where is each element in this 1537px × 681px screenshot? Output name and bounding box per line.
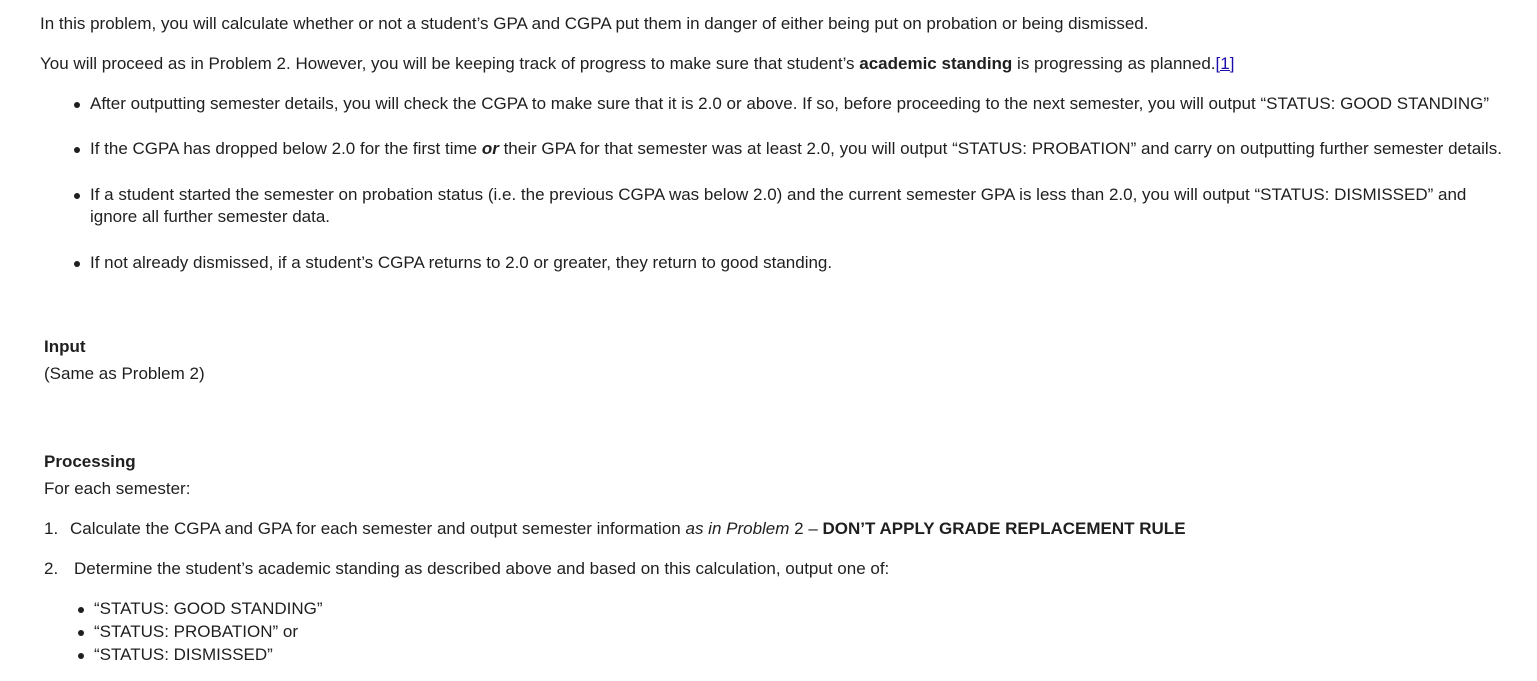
rule-text-part: their GPA for that semester was at least 2.0, you will output “STATUS: PROBATION” and carry on outputting further semester details. [498, 139, 1502, 158]
rule-text [90, 138, 1510, 160]
rule-text-part: If the CGPA has dropped below 2.0 for the first time [90, 139, 482, 158]
bullet-icon [74, 102, 80, 108]
input-description: (Same as Problem 2) [44, 364, 205, 383]
bullet-icon [74, 147, 80, 153]
bullet-icon [78, 630, 84, 636]
status-text: “STATUS: PROBATION” or [94, 622, 299, 641]
intro-text: You will proceed as in Problem 2. However, you will be keeping track of progress to make sure that student’s [40, 54, 860, 73]
intro-paragraph-1: In this problem, you will calculate whether or not a student’s GPA and CGPA put them in danger of either being put on probation or being dismissed. [40, 14, 1149, 33]
step-text-part: 2 – [789, 519, 823, 538]
bullet-icon [74, 261, 80, 267]
step-number: 2. [44, 559, 59, 578]
step-text: Determine the student’s academic standing as described above and based on this calculation, output one of: [74, 559, 890, 578]
rule-text: If not already dismissed, if a student’s CGPA returns to 2.0 or greater, they return to good standing. [90, 253, 833, 272]
processing-description: For each semester: [44, 479, 191, 498]
processing-heading: Processing [44, 452, 136, 471]
bullet-icon [78, 607, 84, 613]
or-emphasis: or [481, 139, 499, 158]
step-text [70, 518, 1186, 540]
step-number: 1. [44, 519, 59, 538]
rule-text: After outputting semester details, you will check the CGPA to make sure that it is 2.0 or above. If so, before proceeding to the next semester, you will output “STATUS: GOOD STANDING” [90, 94, 1490, 113]
bullet-icon [74, 193, 80, 199]
status-text: “STATUS: GOOD STANDING” [94, 599, 323, 618]
intro-paragraph-2 [40, 53, 1234, 75]
intro-text-end: is progressing as planned. [1012, 54, 1216, 73]
rule-text: If a student started the semester on probation status (i.e. the previous CGPA was below 2.0) and the current semester GPA is less than 2.0, you will output “STATUS: DISMISSED” and ignore all further semester data. [90, 185, 1467, 226]
grade-replacement-warning: DON’T APPLY GRADE REPLACEMENT RULE [822, 519, 1186, 538]
step-text-part: Calculate the CGPA and GPA for each semester and output semester information [70, 519, 686, 538]
status-text: “STATUS: DISMISSED” [94, 645, 273, 664]
input-heading: Input [44, 337, 86, 356]
academic-standing-term: academic standing [859, 54, 1013, 73]
as-in-problem-emphasis: as in Problem [685, 519, 790, 538]
bullet-icon [78, 653, 84, 659]
footnote-link[interactable]: [1] [1215, 54, 1235, 73]
